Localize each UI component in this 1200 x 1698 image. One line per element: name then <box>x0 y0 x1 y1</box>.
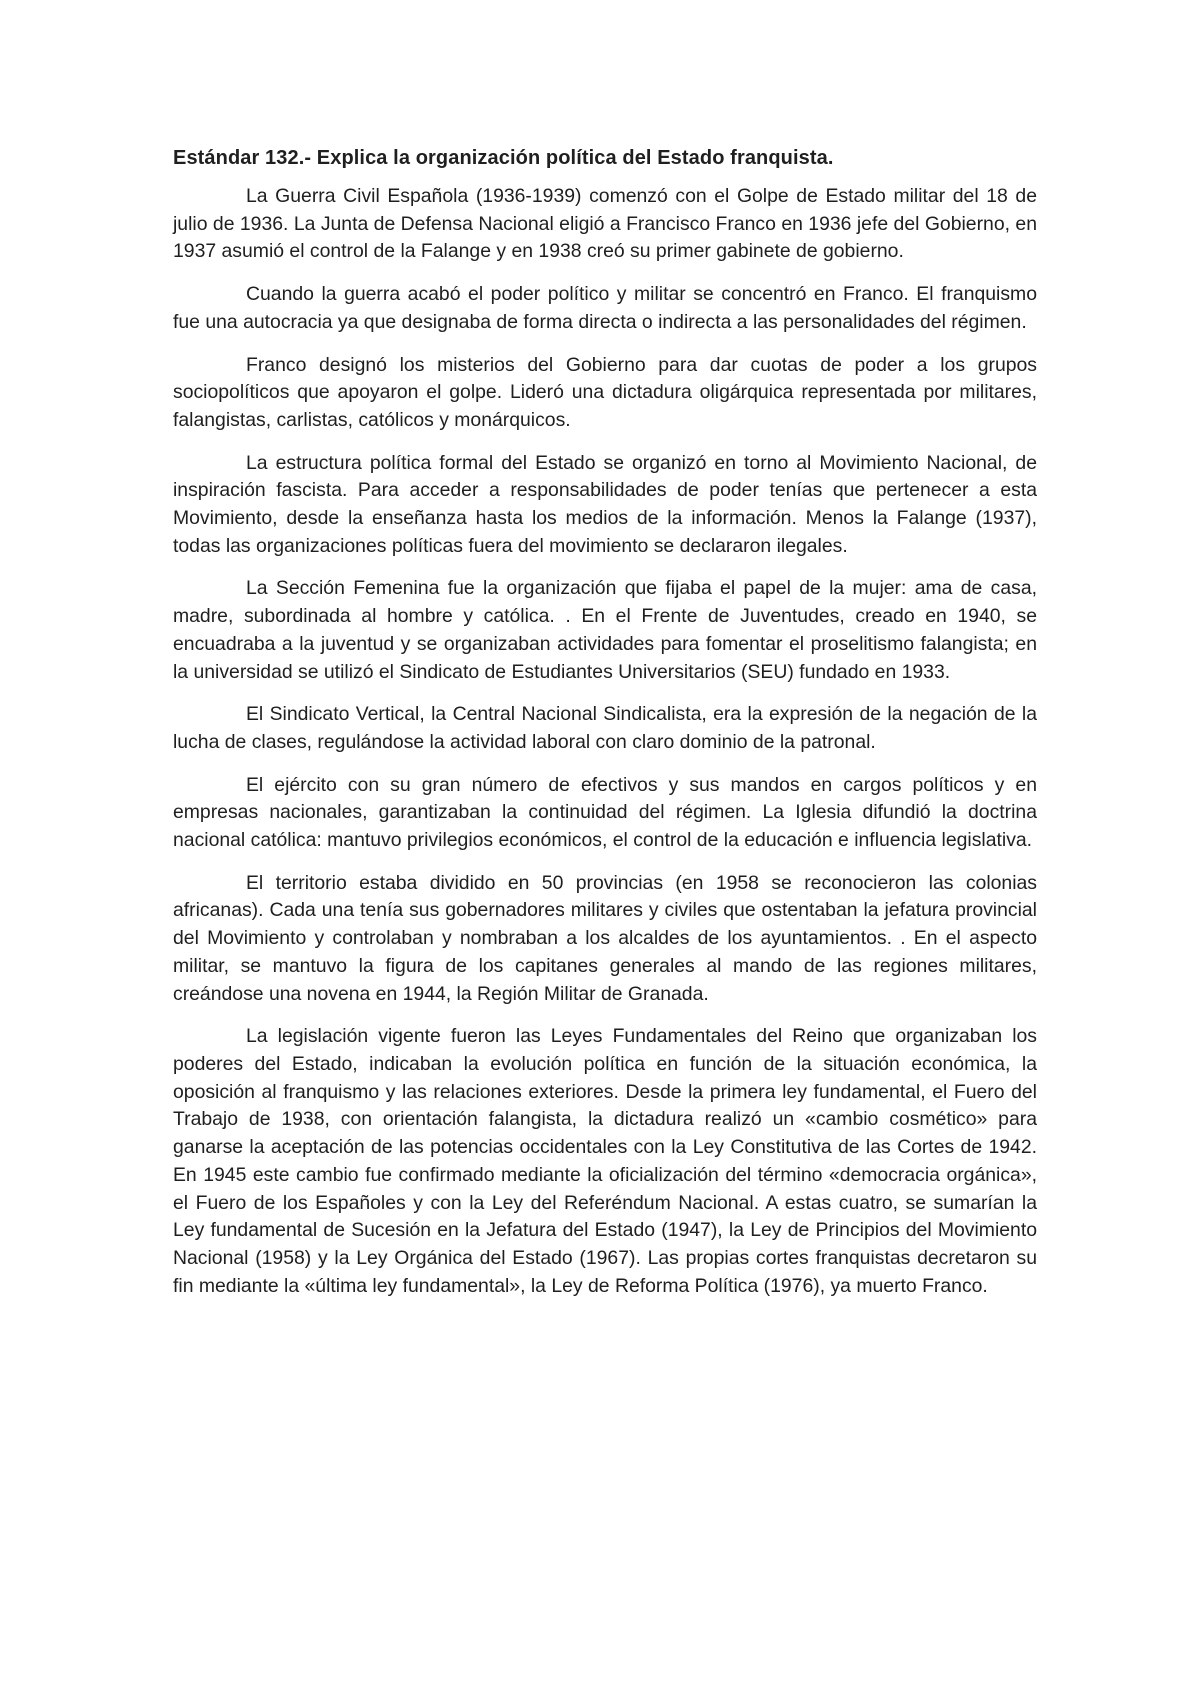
paragraph-poder-franco: Cuando la guerra acabó el poder político y militar se concentró en Franco. El franquismo fue una autocracia ya que designaba de forma directa o indirecta a las personalidades del régimen. <box>173 283 1037 333</box>
document-title: Estándar 132.- Explica la organización política del Estado franquista. <box>173 147 834 169</box>
paragraph-movimiento-nacional: La estructura política formal del Estado se organizó en torno al Movimiento Nacional, de inspiración fascista. Para acceder a responsabilidades de poder tenías que pertenecer a esta Movimiento, desde la enseñanza hasta los medios de la información. Menos la Falange (1937), todas las organizaciones políticas fuera del movimiento se declararon ilegales. <box>173 451 1037 557</box>
paragraph-seccion-femenina: La Sección Femenina fue la organización que fijaba el papel de la mujer: ama de casa, madre, subordinada al hombre y católica. . En el Frente de Juventudes, creado en 1940, se encuadraba a la juventud y se organizaban actividades para fomentar el proselitismo falangista; en la universidad se utilizó el Sindicato de Estudiantes Universitarios (SEU) fundado en 1933. <box>173 577 1037 683</box>
document-body <box>173 144 1037 1315</box>
paragraph-sindicato-vertical: El Sindicato Vertical, la Central Nacional Sindicalista, era la expresión de la negación de la lucha de clases, regulándose la actividad laboral con claro dominio de la patronal. <box>173 703 1037 753</box>
paragraph-territorio: El territorio estaba dividido en 50 provincias (en 1958 se reconocieron las colonias africanas). Cada una tenía sus gobernadores militares y civiles que ostentaban la jefatura provincial del Movimiento y controlaban y nombraban a los alcaldes de los ayuntamientos. . En el aspecto militar, se mantuvo la figura de los capitanes generales al mando de las regiones militares, creándose una novena en 1944, la Región Militar de Granada. <box>173 871 1037 1005</box>
paragraph-ministerios: Franco designó los misterios del Gobierno para dar cuotas de poder a los grupos sociopolíticos que apoyaron el golpe. Lideró una dictadura oligárquica representada por militares, falangistas, carlistas, católicos y monárquicos. <box>173 353 1037 431</box>
paragraph-leyes-fundamentales: La legislación vigente fueron las Leyes Fundamentales del Reino que organizaban los poderes del Estado, indicaban la evolución política en función de la situación económica, la oposición al franquismo y las relaciones exteriores. Desde la primera ley fundamental, el Fuero del Trabajo de 1938, con orientación falangista, la dictadura realizó un «cambio cosmético» para ganarse la aceptación de las potencias occidentales con la Ley Constitutiva de las Cortes de 1942. En 1945 este cambio fue confirmado mediante la oficialización del término «democracia orgánica», el Fuero de los Españoles y con la Ley del Referéndum Nacional. A estas cuatro, se sumarían la Ley fundamental de Sucesión en la Jefatura del Estado (1947), la Ley de Principios del Movimiento Nacional (1958) y la Ley Orgánica del Estado (1967). Las propias cortes franquistas decretaron su fin mediante la «última ley fundamental», la Ley de Reforma Política (1976), ya muerto Franco. <box>173 1025 1037 1297</box>
paragraph-ejercito-iglesia: El ejército con su gran número de efectivos y sus mandos en cargos políticos y en empresas nacionales, garantizaban la continuidad del régimen. La Iglesia difundió la doctrina nacional católica: mantuvo privilegios económicos, el control de la educación e influencia legislativa. <box>173 773 1037 852</box>
paragraph-guerra-civil: La Guerra Civil Española (1936-1939) comenzó con el Golpe de Estado militar del 18 de julio de 1936. La Junta de Defensa Nacional eligió a Francisco Franco en 1936 jefe del Gobierno, en 1937 asumió el control de la Falange y en 1938 creó su primer gabinete de gobierno. <box>173 185 1037 263</box>
